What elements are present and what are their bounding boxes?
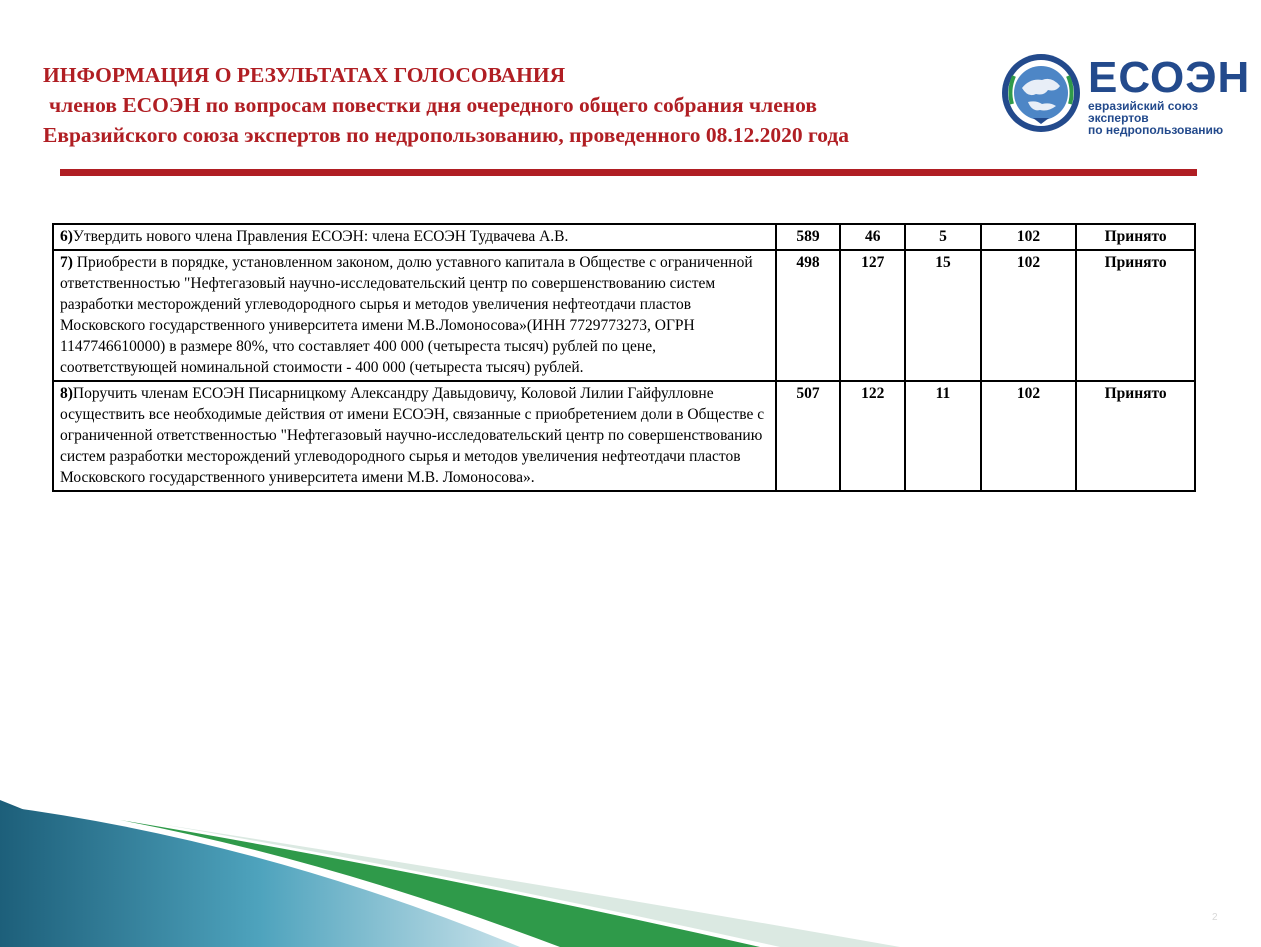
question-text: Приобрести в порядке, установленном законом, долю уставного капитала в Обществе с ограниченной ответственностью "Нефтегазовый научно-исследовательский центр по совершенствованию систем разработки месторождений углеводородного сырья и методов увеличения нефтеотдачи пластов Московского государственного университета имени М.В.Ломоносова»(ИНН 7729773273, ОГРН 1147746610000) в размере 80%, что составляет 400 000 (четыреста тысяч) рублей по цене, соответствующей номинальной стоимости - 400 000 (четыреста тысяч) рублей. [60,254,753,376]
question-number: 7) [60,254,73,271]
globe-emblem-icon [1000,52,1082,134]
votes-cell: 11 [905,381,981,491]
decorative-wave [0,780,1261,947]
votes-cell: 102 [981,381,1077,491]
votes-cell: 46 [840,224,905,250]
title-line-3: Евразийского союза экспертов по недропользованию, проведенного 08.12.2020 года [43,123,849,147]
votes-cell: 498 [776,250,841,381]
question-number: 6) [60,228,73,245]
votes-cell: 102 [981,224,1077,250]
result-cell: Принято [1076,224,1195,250]
votes-cell: 15 [905,250,981,381]
logo-name: ЕСОЭН [1088,53,1251,102]
question-cell [53,381,776,491]
question-cell [53,250,776,381]
page-number: 2 [1212,912,1218,923]
table-row [53,224,1195,250]
result-cell: Принято [1076,250,1195,381]
question-number: 8) [60,385,73,402]
votes-cell: 127 [840,250,905,381]
voting-results-table [52,223,1196,492]
votes-cell: 589 [776,224,841,250]
votes-cell: 102 [981,250,1077,381]
table-row [53,381,1195,491]
header-divider [60,169,1197,176]
question-text: Поручить членам ЕСОЭН Писарницкому Александру Давыдовичу, Коловой Лилии Гайфулловне осуществить все необходимые действия от имени ЕСОЭН, связанные с приобретением доли в Обществе с ограниченной ответственностью "Нефтегазовый научно-исследовательский центр по совершенствованию систем разработки месторождений углеводородного сырья и методов увеличения нефтеотдачи пластов Московского государственного университета имени М.В. Ломоносова». [60,385,765,486]
title-line-2: членов ЕСОЭН по вопросам повестки дня очередного общего собрания членов [49,93,817,117]
votes-cell: 507 [776,381,841,491]
logo-subtitle-1: евразийский союз экспертов [1088,99,1198,125]
votes-cell: 5 [905,224,981,250]
logo-text [1088,53,1251,137]
esoen-logo [1000,52,1251,137]
question-text: Утвердить нового члена Правления ЕСОЭН: члена ЕСОЭН Тудвачева А.В. [72,228,569,245]
question-cell [53,224,776,250]
title-line-1: ИНФОРМАЦИЯ О РЕЗУЛЬТАТАХ ГОЛОСОВАНИЯ [43,63,566,87]
votes-cell: 122 [840,381,905,491]
result-cell: Принято [1076,381,1195,491]
logo-subtitle-2: по недропользованию [1088,123,1224,137]
table-row [53,250,1195,381]
document-title [43,60,993,150]
